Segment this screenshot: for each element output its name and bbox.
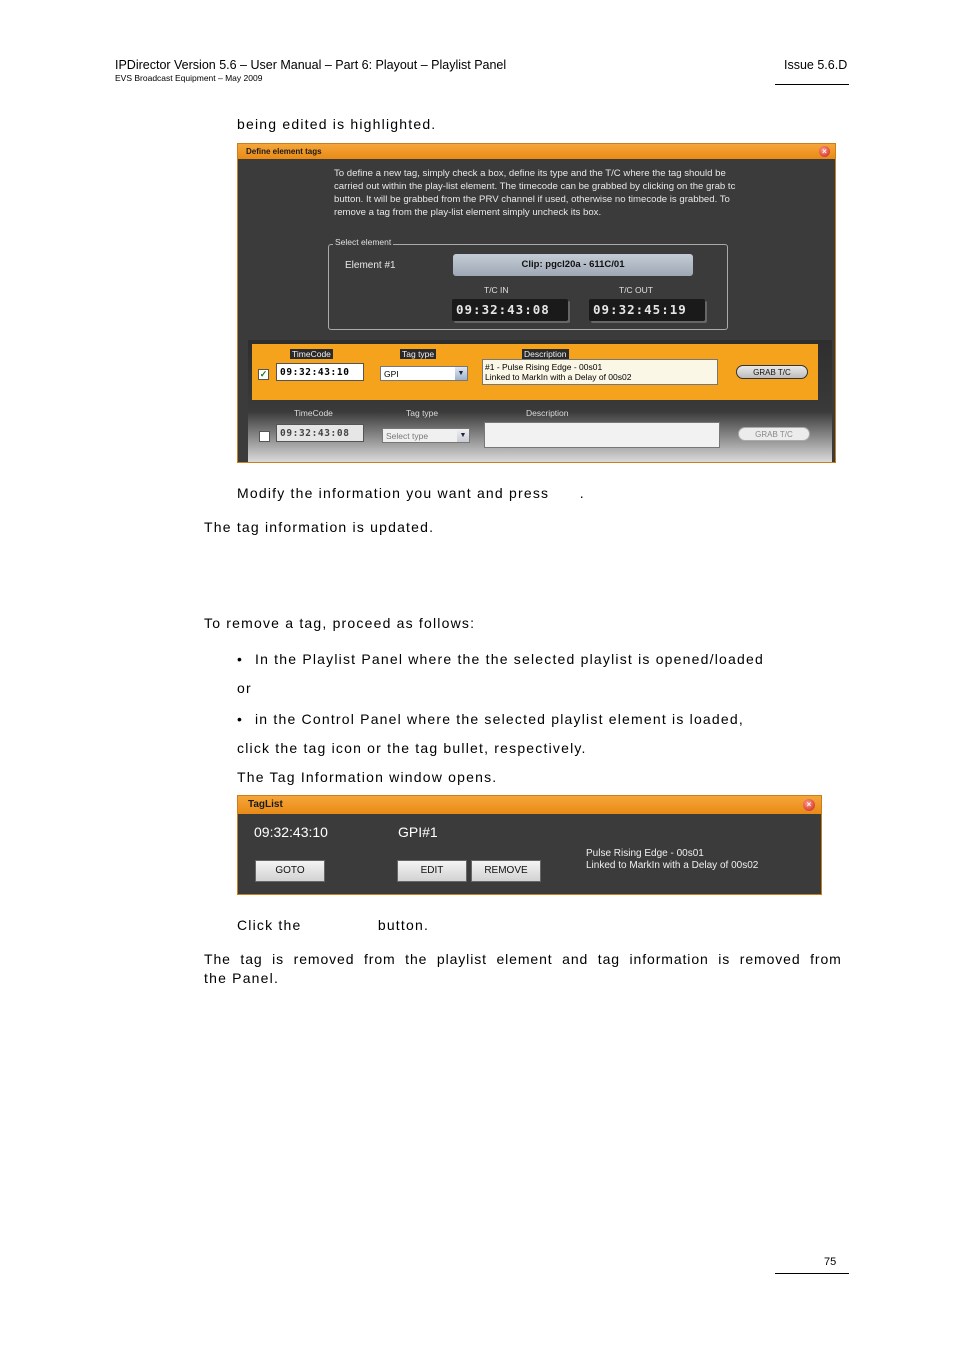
- tagtype-value: Select type: [386, 431, 429, 441]
- taglist-title-text: TagList: [248, 799, 283, 810]
- tagtype-label: Tag type: [406, 408, 439, 418]
- select-element-legend: Select element: [335, 237, 392, 247]
- taglist-timecode: 09:32:43:10: [254, 824, 328, 840]
- text-or: or: [237, 680, 252, 696]
- timecode-label: TimeCode: [294, 408, 333, 418]
- clip-field[interactable]: Clip: pgcl20a - 611C/01: [453, 254, 693, 276]
- tag-rows-area: [248, 340, 832, 463]
- close-icon[interactable]: ×: [819, 146, 830, 157]
- page-number: 75: [824, 1256, 837, 1268]
- tagtype-value: GPI: [384, 369, 399, 379]
- chevron-down-icon[interactable]: ▼: [455, 367, 467, 380]
- grab-tc-button[interactable]: GRAB T/C: [736, 365, 808, 379]
- define-element-tags-dialog: [237, 143, 836, 463]
- header-subtitle: EVS Broadcast Equipment – May 2009: [115, 73, 263, 83]
- bullet-playlist-panel: • In the Playlist Panel where the the selected playlist is opened/loaded: [237, 651, 764, 667]
- tagtype-label: Tag type: [402, 349, 435, 359]
- taglist-tag-name: GPI#1: [398, 824, 438, 840]
- dialog-instructions: To define a new tag, simply check a box, define its type and the T/C where the tag should be carried out within the play-list element. The timecode can be grabbed by clicking on the grab tc button. It will be grabbed from the PRV channel if used, otherwise no timecode is grabbed. To remove a tag from the play-list element simply uncheck its box.: [334, 168, 736, 218]
- timecode-input[interactable]: 09:32:43:08: [276, 424, 364, 442]
- timecode-label: TimeCode: [292, 349, 331, 359]
- paragraph-modify: Modify the information you want and press .: [237, 485, 585, 501]
- tagtype-select[interactable]: [380, 366, 468, 381]
- description-label: Description: [524, 349, 567, 359]
- taglist-desc-line2: Linked to MarkIn with a Delay of 00s02: [586, 860, 759, 871]
- description-field[interactable]: [484, 422, 720, 448]
- description-field[interactable]: [482, 359, 718, 385]
- tagtype-select[interactable]: [382, 428, 470, 443]
- paragraph-highlighted: being edited is highlighted.: [237, 116, 437, 132]
- header-rule: [775, 84, 849, 85]
- taglist-dialog: [237, 795, 822, 895]
- paragraph-click-tag: click the tag icon or the tag bullet, respectively.: [237, 740, 587, 756]
- footer-rule: [775, 1273, 849, 1274]
- paragraph-remove-intro: To remove a tag, proceed as follows:: [204, 615, 476, 631]
- taglist-title: [238, 796, 821, 814]
- tag-row-highlighted: [252, 344, 818, 400]
- paragraph-removed-line2: the Panel.: [204, 970, 280, 986]
- description-line2: Linked to MarkIn with a Delay of 00s02: [485, 372, 632, 382]
- tag-checkbox-checked[interactable]: ✓: [259, 369, 268, 379]
- remove-button[interactable]: REMOVE: [471, 860, 541, 882]
- header-issue: Issue 5.6.D: [784, 58, 848, 72]
- grab-tc-button[interactable]: GRAB T/C: [738, 427, 810, 441]
- bullet-control-panel: • in the Control Panel where the selected playlist element is loaded,: [237, 711, 744, 727]
- description-label: Description: [526, 408, 569, 418]
- taglist-description: [586, 848, 758, 872]
- dialog-title-text: Define element tags: [246, 147, 322, 156]
- taglist-desc-line1: Pulse Rising Edge - 00s01: [586, 848, 704, 859]
- select-element-group: [328, 237, 728, 330]
- paragraph-click-button: Click the button.: [237, 917, 430, 933]
- header-title: IPDirector Version 5.6 – User Manual – Part 6: Playout – Playlist Panel: [115, 58, 507, 72]
- tc-in-display: 09:32:43:08: [452, 299, 568, 321]
- dialog-title: [238, 144, 835, 159]
- tc-in-label: T/C IN: [484, 285, 509, 295]
- paragraph-removed-line1: The tag is removed from the playlist element and tag information is removed from: [204, 951, 842, 967]
- close-icon[interactable]: ×: [803, 799, 815, 811]
- tc-out-display: 09:32:45:19: [589, 299, 705, 321]
- tag-checkbox[interactable]: [259, 431, 270, 442]
- edit-button[interactable]: EDIT: [397, 860, 467, 882]
- tc-out-label: T/C OUT: [619, 285, 653, 295]
- paragraph-updated: The tag information is updated.: [204, 519, 435, 535]
- goto-button[interactable]: GOTO: [255, 860, 325, 882]
- element-label: Element #1: [345, 260, 396, 271]
- paragraph-window-opens: The Tag Information window opens.: [237, 769, 498, 785]
- timecode-input[interactable]: 09:32:43:10: [276, 363, 364, 381]
- description-line1: #1 - Pulse Rising Edge - 00s01: [485, 362, 603, 372]
- chevron-down-icon[interactable]: ▼: [457, 429, 469, 442]
